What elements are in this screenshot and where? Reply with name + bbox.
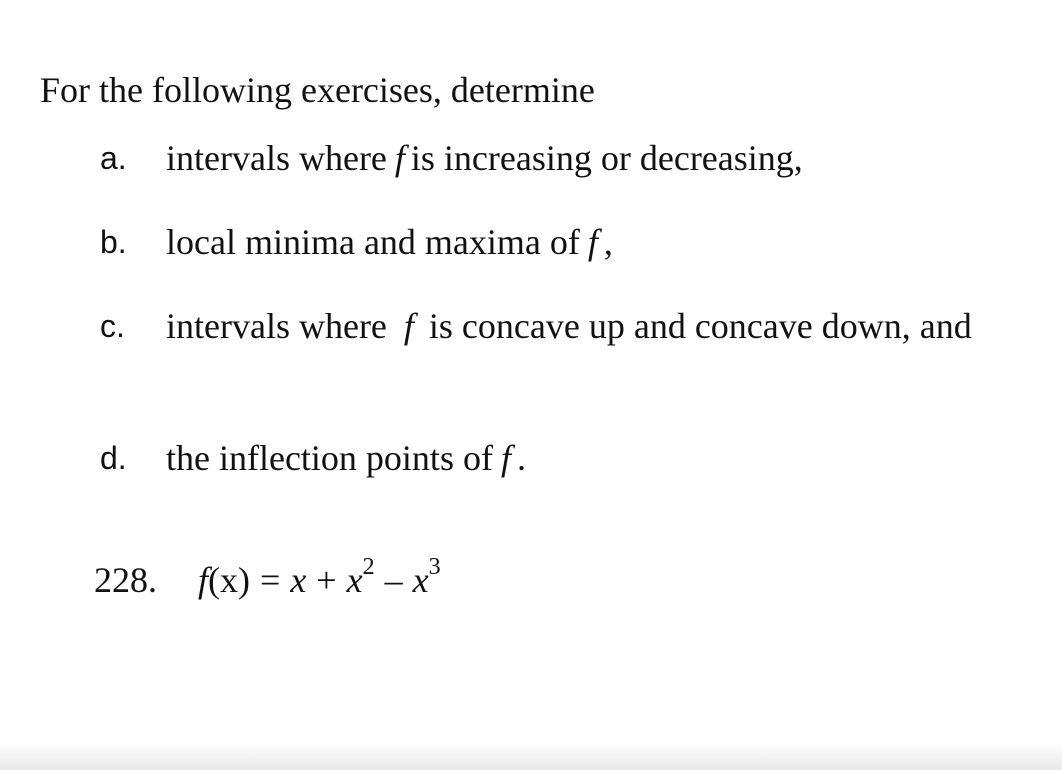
instructions-heading: For the following exercises, determine <box>40 70 595 110</box>
list-marker: a. <box>100 140 127 176</box>
list-marker: b. <box>100 224 127 260</box>
list-item-text: local minima and maxima of f , <box>166 222 613 262</box>
function-definition: $f(x) = x + x^2 - x^3$ <box>198 554 441 600</box>
function-symbol: f <box>500 438 511 478</box>
problem-number: 228. <box>94 560 157 600</box>
list-item-text: the inflection points of f . <box>166 438 526 478</box>
list-item-text: intervals where f is concave up and concave down, and <box>166 306 972 346</box>
function-symbol: f <box>587 222 598 262</box>
problem-228 <box>94 556 441 604</box>
function-symbol: f <box>394 138 405 178</box>
page-bottom-shadow <box>0 742 1062 770</box>
list-marker: d. <box>100 440 127 476</box>
list-marker: c. <box>100 308 125 344</box>
function-symbol: f <box>403 306 414 346</box>
list-item-text: intervals where f is increasing or decreasing, <box>166 138 803 178</box>
